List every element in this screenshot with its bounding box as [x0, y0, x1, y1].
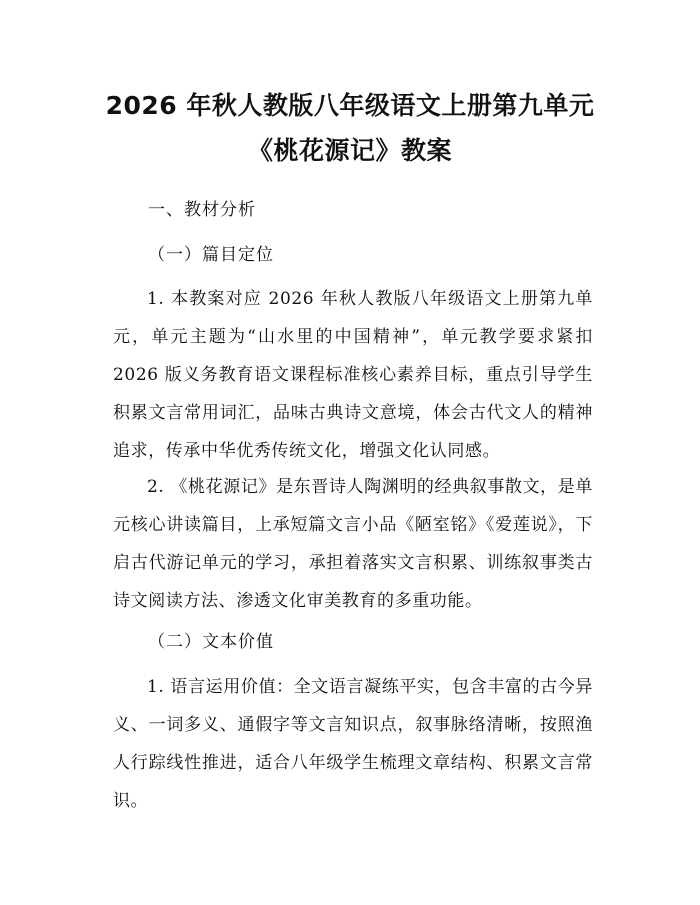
document-title-line-2: 《桃花源记》教案 — [247, 136, 452, 165]
subsection-heading-positioning: （一）篇目定位 — [148, 245, 274, 265]
paragraph-2: 2. 《桃花源记》是东晋诗人陶渊明的经典叙事散文，是单元核心讲读篇目，上承短篇文言小品《陋室铭》《爱莲说》，下启古代游记单元的学习，承担着落实文言积累、训练叙事类古诗文阅读方法、渗透文化审美教育的多重功能。 — [113, 477, 593, 611]
paragraph-3: 1. 语言运用价值：全文语言凝练平实，包含丰富的古今异义、一词多义、通假字等文言知识点，叙事脉络清晰，按照渔人行踪线性推进，适合八年级学生梳理文章结构、积累文言常识。 — [113, 677, 593, 811]
subsection-heading-text-value: （二）文本价值 — [148, 632, 274, 652]
document-title-line-1: 2026 年秋人教版八年级语文上册第九单元 — [105, 91, 595, 120]
section-heading-textbook-analysis: 一、教材分析 — [148, 200, 256, 220]
paragraph-1: 1. 本教案对应 2026 年秋人教版八年级语文上册第九单元，单元主题为“山水里的中国精神”，单元教学要求紧扣 2026 版义务教育语文课程标准核心素养目标，重点引导学生积累文言常用词汇，品味古典诗文意境，体会古代文人的精神追求，传承中华优秀传统文化，增强文化认同感。 — [113, 289, 593, 461]
